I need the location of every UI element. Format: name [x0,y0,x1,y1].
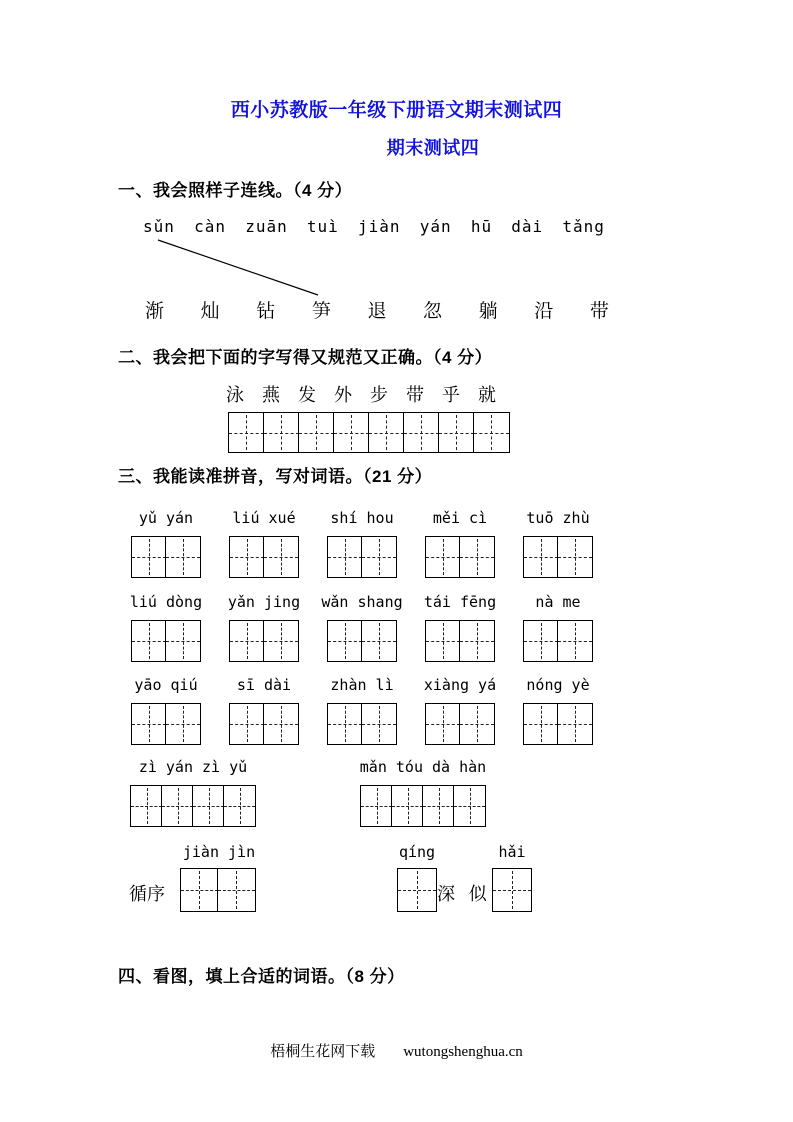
writing-cell [422,785,455,827]
section1-pinyin-row [143,217,605,236]
writing-cell [557,703,593,745]
pinyin-item: jiàn [358,217,401,236]
word-block [424,676,496,745]
word-row [130,593,594,662]
word-writing-grid [425,620,496,662]
word-pinyin-label: yǔ yán [138,509,194,527]
footer-site-name: 梧桐生花网下载 [270,1042,376,1060]
exam-title: 西小苏教版一年级下册语文期末测试四 [230,100,563,121]
section2-hanzi-row [226,381,496,407]
writing-cell [327,703,363,745]
hanzi-item: 带 [406,385,424,406]
hanzi-item: 渐 [145,300,165,322]
page-footer [0,1040,793,1061]
writing-cell [229,620,265,662]
writing-cell [131,703,167,745]
word-block [130,509,202,578]
idiom-writing-grid [492,868,532,912]
word-writing-grid [523,536,594,578]
word-pinyin-label: liú dòng [129,593,203,611]
pinyin-item: yán [419,217,452,236]
writing-cell [327,536,363,578]
writing-cell [361,536,397,578]
word-writing-grid [327,703,398,745]
word-writing-grid [523,620,594,662]
word-block [522,593,594,662]
writing-cell [492,868,532,912]
idiom-writing-grid [180,868,256,912]
word-writing-grid [523,703,594,745]
word-pinyin-label: yǎn jing [227,593,301,611]
writing-cell [165,536,201,578]
idiom-writing-grid [397,868,437,912]
word-pinyin-label: shí hou [330,509,394,527]
phrase-block [128,758,258,827]
word-block [522,676,594,745]
writing-cell [459,703,495,745]
writing-cell [523,703,559,745]
writing-cell [557,620,593,662]
writing-cell [131,620,167,662]
writing-cell [161,785,194,827]
word-block [326,509,398,578]
writing-cell [361,703,397,745]
hanzi-item: 乎 [442,385,460,406]
writing-cell [333,412,370,453]
word-pinyin-label: xiàng yá [423,676,497,694]
writing-cell [425,620,461,662]
word-block [130,676,202,745]
writing-cell [263,536,299,578]
writing-cell [397,868,437,912]
writing-cell [438,412,475,453]
writing-cell [459,536,495,578]
pinyin-item: dài [511,217,544,236]
idiom-infix-text: 深 似 [437,884,491,905]
writing-cell [368,412,405,453]
word-writing-grid [131,620,202,662]
word-block [522,509,594,578]
phrase-pinyin-label: zì yán zì yǔ [138,758,248,776]
phrase-block [358,758,488,827]
writing-cell [180,868,219,912]
word-writing-grid [327,536,398,578]
writing-cell [217,868,256,912]
exam-subtitle: 期末测试四 [386,138,480,158]
section2-heading: 二、我会把下面的字写得又规范又正确。（4 分） [118,348,493,367]
word-writing-grid [229,536,300,578]
writing-cell [459,620,495,662]
hanzi-item: 退 [367,300,387,322]
word-row [130,676,594,745]
hanzi-item: 钻 [256,300,276,322]
word-block [130,593,202,662]
writing-cell [229,703,265,745]
hanzi-item: 忽 [423,300,443,322]
writing-cell [228,412,265,453]
pinyin-item: hū [470,217,493,236]
writing-cell [263,703,299,745]
word-pinyin-label: liú xué [232,509,296,527]
writing-cell [557,536,593,578]
word-block [326,676,398,745]
hanzi-item: 步 [370,385,388,406]
hanzi-item: 躺 [478,300,498,322]
phrase-pinyin-label: mǎn tóu dà hàn [359,758,487,776]
section3-heading: 三、我能读准拼音，写对词语。（21 分） [118,467,433,486]
writing-cell [523,536,559,578]
word-block [321,593,403,662]
word-pinyin-label: nóng yè [526,676,590,694]
hanzi-item: 外 [334,385,352,406]
word-writing-grid [327,620,398,662]
writing-cell [453,785,486,827]
writing-cell [165,703,201,745]
word-pinyin-label: zhàn lì [330,676,394,694]
writing-cell [263,620,299,662]
word-writing-grid [131,703,202,745]
hanzi-item: 燕 [262,385,280,406]
word-pinyin-label: nà me [535,593,581,611]
word-pinyin-label: yāo qiú [134,676,198,694]
word-block [228,509,300,578]
word-pinyin-label: wǎn shang [321,593,403,611]
hanzi-item: 带 [589,300,609,322]
section4-heading: 四、看图，填上合适的词语。（8 分） [118,967,405,986]
writing-cell [130,785,163,827]
phrase-writing-grid [130,785,256,827]
writing-cell [473,412,510,453]
section1-heading: 一、我会照样子连线。（4 分） [118,181,353,200]
hanzi-item: 就 [478,385,496,406]
word-writing-grid [229,620,300,662]
writing-cell [131,536,167,578]
word-block [228,593,300,662]
writing-cell [391,785,424,827]
word-block [424,509,496,578]
word-pinyin-label: tái fēng [423,593,497,611]
hanzi-item: 灿 [200,300,220,322]
word-block [424,593,496,662]
idiom-pinyin-label: qíng [398,843,436,861]
pinyin-item: càn [194,217,226,236]
hanzi-item: 沿 [534,300,554,322]
phrase-writing-grid [360,785,486,827]
writing-cell [165,620,201,662]
writing-cell [298,412,335,453]
writing-cell [523,620,559,662]
pinyin-item: zuān [245,217,288,236]
idiom-pinyin-label: hǎi [498,843,526,861]
word-writing-grid [425,536,496,578]
word-pinyin-label: tuō zhù [526,509,590,527]
word-row [130,509,594,578]
idiom-pinyin-label: jiàn jìn [182,843,256,861]
writing-cell [425,536,461,578]
section1-hanzi-row [145,296,609,323]
footer-site-url: wutongshenghua.cn [403,1044,523,1060]
pinyin-item: tuì [306,217,339,236]
writing-cell [223,785,256,827]
writing-cell [360,785,393,827]
word-writing-grid [229,703,300,745]
pinyin-item: sǔn [143,217,175,236]
word-pinyin-label: měi cì [432,509,488,527]
idiom-prefix-text: 循序 [129,884,165,905]
writing-cell [403,412,440,453]
hanzi-item: 发 [298,385,316,406]
writing-cell [361,620,397,662]
writing-cell [192,785,225,827]
word-writing-grid [131,536,202,578]
pinyin-item: tǎng [562,217,605,236]
word-block [228,676,300,745]
writing-cell [263,412,300,453]
writing-grid-section2 [228,412,510,453]
writing-cell [229,536,265,578]
hanzi-item: 笋 [311,300,331,322]
hanzi-item: 泳 [226,385,244,406]
word-pinyin-label: sī dài [236,676,292,694]
writing-cell [425,703,461,745]
writing-cell [327,620,363,662]
word-writing-grid [425,703,496,745]
